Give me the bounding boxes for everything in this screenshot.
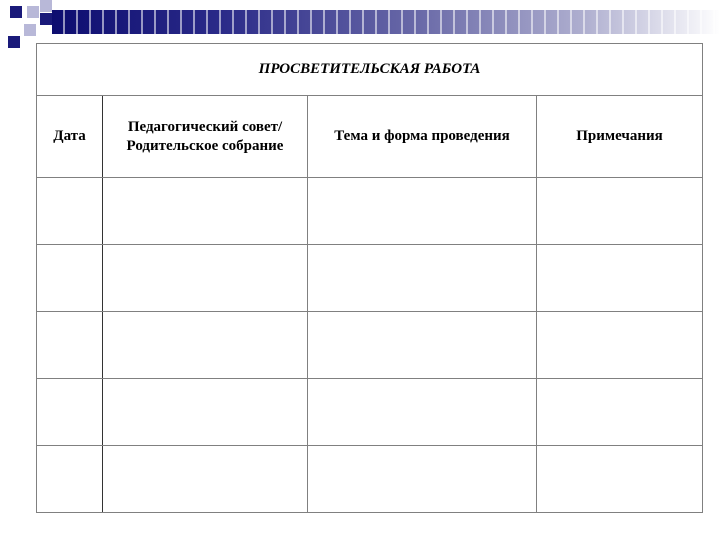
table-cell[interactable] bbox=[537, 379, 703, 446]
table-row bbox=[37, 178, 703, 245]
table-cell[interactable] bbox=[103, 245, 308, 312]
table-title-row bbox=[37, 44, 703, 96]
education-work-table bbox=[36, 43, 703, 513]
deco-square bbox=[24, 24, 36, 36]
table-cell[interactable] bbox=[537, 446, 703, 513]
column-header-date: Дата bbox=[37, 96, 103, 178]
table-cell[interactable] bbox=[308, 178, 537, 245]
table-cell[interactable] bbox=[103, 379, 308, 446]
table-row bbox=[37, 446, 703, 513]
table-row bbox=[37, 379, 703, 446]
deco-square bbox=[40, 13, 52, 25]
deco-square bbox=[27, 6, 39, 18]
deco-square bbox=[40, 0, 52, 12]
table-row bbox=[37, 245, 703, 312]
deco-gradient-bar bbox=[52, 10, 720, 34]
table-cell[interactable] bbox=[308, 446, 537, 513]
table-cell[interactable] bbox=[37, 312, 103, 379]
deco-square bbox=[8, 36, 20, 48]
table-cell[interactable] bbox=[37, 379, 103, 446]
table-row bbox=[37, 312, 703, 379]
table-cell[interactable] bbox=[103, 178, 308, 245]
table-cell[interactable] bbox=[103, 312, 308, 379]
table-cell[interactable] bbox=[537, 245, 703, 312]
table-title: ПРОСВЕТИТЕЛЬСКАЯ РАБОТА bbox=[37, 44, 703, 96]
column-header-notes: Примечания bbox=[537, 96, 703, 178]
column-header-topic: Тема и форма проведения bbox=[308, 96, 537, 178]
table-cell[interactable] bbox=[37, 446, 103, 513]
table-cell[interactable] bbox=[308, 245, 537, 312]
table-cell[interactable] bbox=[37, 178, 103, 245]
table-cell[interactable] bbox=[37, 245, 103, 312]
deco-square bbox=[10, 6, 22, 18]
table-cell[interactable] bbox=[308, 379, 537, 446]
table-cell[interactable] bbox=[308, 312, 537, 379]
table-cell[interactable] bbox=[537, 178, 703, 245]
column-header-council: Педагогический совет/Родительское собрание bbox=[103, 96, 308, 178]
table-cell[interactable] bbox=[537, 312, 703, 379]
table-cell[interactable] bbox=[103, 446, 308, 513]
table-header-row bbox=[37, 96, 703, 178]
